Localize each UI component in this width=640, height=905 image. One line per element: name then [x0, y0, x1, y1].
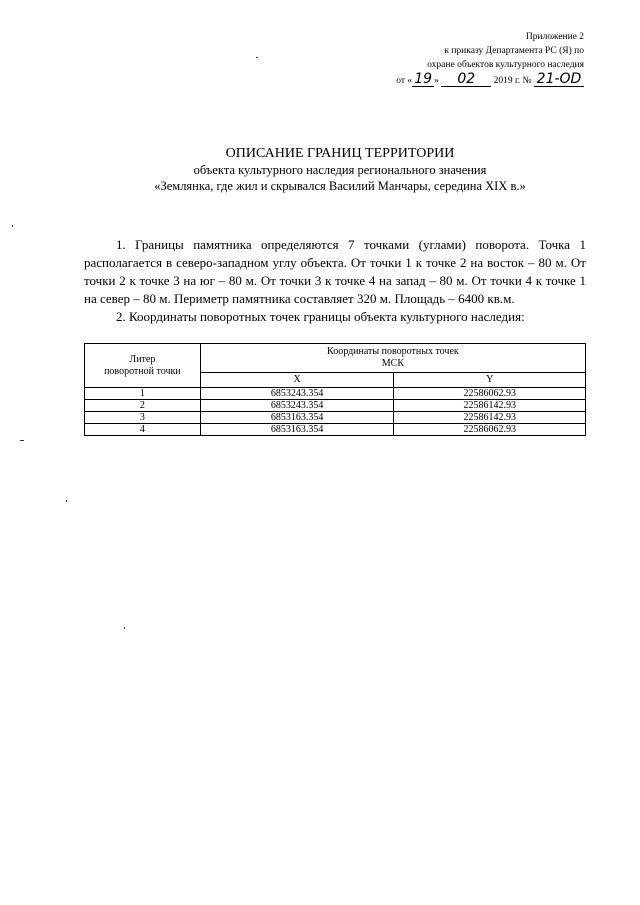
point-header-line-2: поворотной точки: [104, 365, 181, 377]
point-header: [85, 344, 201, 388]
scan-speck: [12, 225, 13, 227]
paragraph-2: 2. Координаты поворотных точек границы объекта культурного наследия:: [116, 309, 525, 324]
order-number: 21-OD: [534, 72, 584, 87]
table-row: [85, 400, 586, 412]
x-cell: 6853163.354: [200, 412, 394, 424]
y-header: Y: [394, 373, 586, 388]
x-cell: 6853243.354: [200, 388, 394, 400]
coordinates-header-line-2: МСК: [381, 358, 405, 369]
document-body: [84, 236, 586, 326]
point-cell: 4: [85, 424, 201, 436]
title-main: ОПИСАНИЕ ГРАНИЦ ТЕРРИТОРИИ: [225, 146, 455, 161]
coordinates-header-line-1: Координаты поворотных точек: [327, 346, 459, 357]
title-line-2: объекта культурного наследия регионального значения: [193, 163, 487, 177]
table-header-row: [85, 344, 586, 373]
title-line-3: «Землянка, где жил и скрывался Василий Манчары, середина XIX в.»: [154, 179, 526, 193]
point-cell: 3: [85, 412, 201, 424]
scan-speck: [124, 627, 125, 629]
x-cell: 6853243.354: [200, 400, 394, 412]
x-header: X: [200, 373, 394, 388]
table-row: [85, 388, 586, 400]
order-line-2: охране объектов культурного наследия: [427, 60, 584, 70]
y-cell: 22586062.93: [394, 424, 586, 436]
date-day: 19: [412, 72, 434, 87]
x-cell: 6853163.354: [200, 424, 394, 436]
y-cell: 22586142.93: [394, 412, 586, 424]
appendix-header: [324, 30, 584, 88]
scan-speck: [20, 440, 24, 441]
date-mid: »: [434, 76, 439, 86]
date-year: 2019 г. №: [493, 76, 532, 86]
order-line-1: к приказу Департамента РС (Я) по: [444, 46, 584, 56]
paragraph-1: 1. Границы памятника определяются 7 точками (углами) поворота. Точка 1 располагается в северо-западном углу объекта. От точки 1 к точке 2 на восток – 80 м. От точки 2 к точке 3 на юг – 80 м. От точки 3 к точке 4 на запад – 80 м. От точки 4 к точке 1 на север – 80 м. Периметр памятника составляет 320 м. Площадь – 6400 кв.м.: [84, 237, 586, 306]
scan-speck: [256, 57, 258, 58]
table-row: [85, 424, 586, 436]
point-cell: 1: [85, 388, 201, 400]
y-cell: 22586142.93: [394, 400, 586, 412]
document-title: [60, 145, 620, 194]
coordinates-header: [200, 344, 585, 373]
point-header-line-1: Литер: [129, 353, 156, 365]
y-cell: 22586062.93: [394, 388, 586, 400]
coordinates-table: [84, 343, 586, 436]
appendix-label: Приложение 2: [525, 32, 584, 42]
point-cell: 2: [85, 400, 201, 412]
date-month: 02: [441, 72, 491, 87]
scan-speck: [66, 500, 67, 502]
table-row: [85, 412, 586, 424]
order-date-line: [324, 72, 584, 88]
date-prefix: от «: [396, 76, 413, 86]
